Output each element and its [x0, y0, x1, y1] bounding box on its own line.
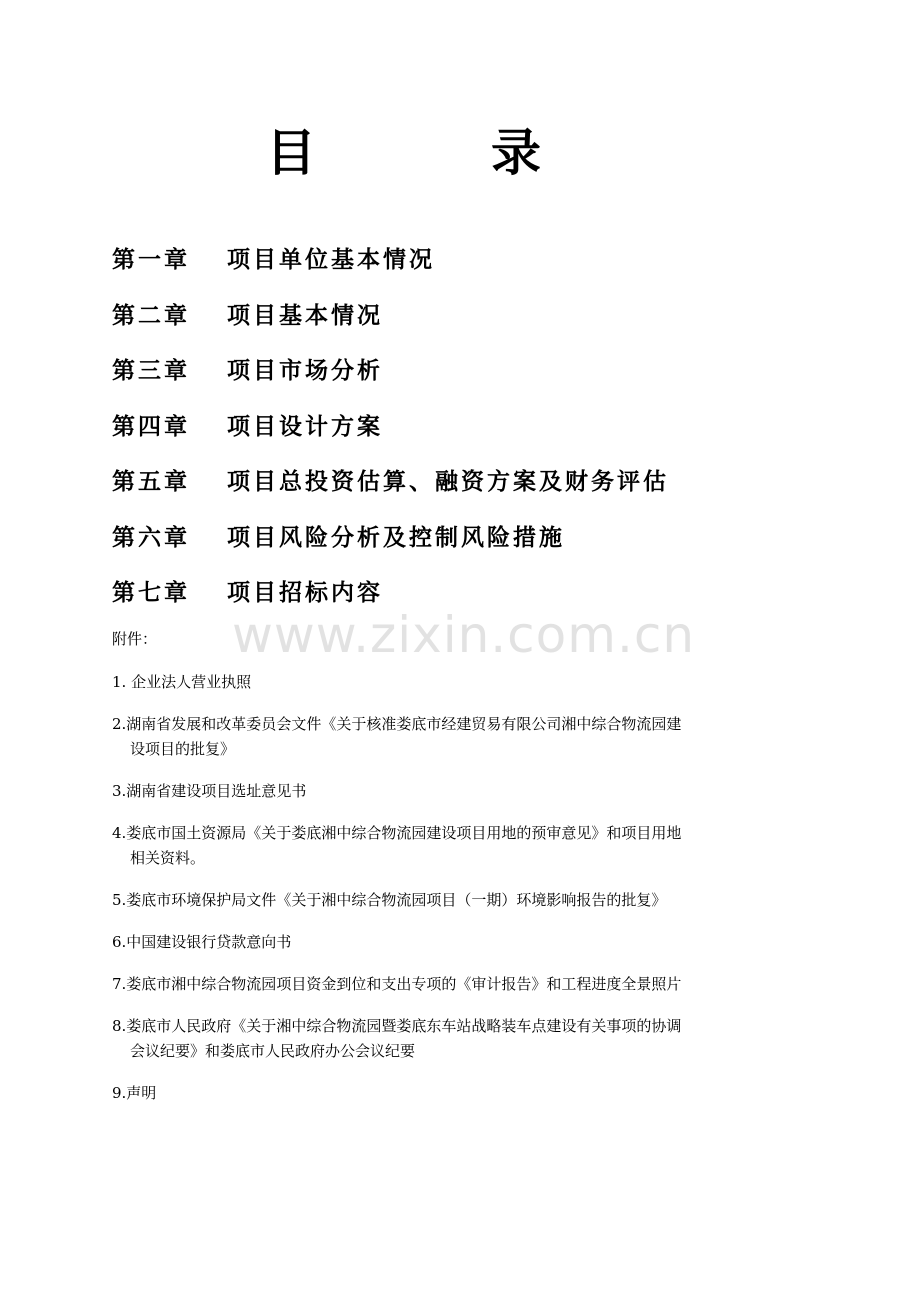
chapter-item — [112, 296, 872, 352]
attachment-line: 7.娄底市湘中综合物流园项目资金到位和支出专项的《审计报告》和工程进度全景照片 — [112, 975, 682, 993]
attachment-line: 4.娄底市国土资源局《关于娄底湘中综合物流园建设项目用地的预审意见》和项目用地 — [112, 824, 682, 842]
attachment-list — [112, 670, 812, 1123]
attachment-item — [112, 1014, 812, 1064]
attachment-item — [112, 779, 812, 804]
attachment-line: 2.湖南省发展和改革委员会文件《关于核准娄底市经建贸易有限公司湘中综合物流园建 — [112, 715, 682, 733]
attachment-item — [112, 670, 812, 695]
chapter-number: 第三章 — [112, 358, 190, 384]
attachment-line: 1. 企业法人营业执照 — [112, 673, 252, 691]
chapter-title: 项目基本情况 — [227, 302, 383, 329]
chapter-item — [112, 240, 872, 296]
chapter-item — [112, 518, 872, 574]
attachment-item — [112, 1081, 812, 1106]
chapter-number: 第七章 — [112, 580, 190, 606]
chapter-title: 项目总投资估算、融资方案及财务评估 — [227, 469, 669, 495]
attachment-item — [112, 888, 812, 913]
chapter-list — [112, 240, 872, 629]
chapter-item — [112, 351, 872, 407]
attachment-item — [112, 972, 812, 997]
attachment-line: 8.娄底市人民政府《关于湘中综合物流园暨娄底东车站战略装车点建设有关事项的协调 — [112, 1017, 682, 1035]
page-title — [0, 118, 920, 188]
attachment-item — [112, 821, 812, 871]
attachment-line: 9.声明 — [112, 1084, 157, 1102]
attachment-line: 3.湖南省建设项目选址意见书 — [112, 782, 307, 800]
chapter-number: 第六章 — [112, 524, 190, 551]
chapter-title: 项目单位基本情况 — [227, 247, 435, 273]
attachment-item — [112, 712, 812, 762]
attachment-line: 5.娄底市环境保护局文件《关于湘中综合物流园项目（一期）环境影响报告的批复》 — [112, 891, 667, 909]
chapter-title: 项目市场分析 — [227, 358, 383, 384]
chapter-number: 第五章 — [112, 469, 190, 495]
watermark: www.zixin.com.cn — [232, 606, 696, 664]
chapter-number: 第二章 — [112, 302, 190, 329]
attachment-line: 6.中国建设银行贷款意向书 — [112, 933, 292, 951]
title-char-2: 录 — [491, 124, 541, 182]
attachment-line-continued: 会议纪要》和娄底市人民政府办公会议纪要 — [130, 1042, 416, 1060]
attachment-line-continued: 设项目的批复》 — [130, 740, 236, 758]
chapter-item — [112, 407, 872, 463]
chapter-title: 项目招标内容 — [227, 580, 383, 606]
appendix-label: 附件： — [112, 630, 158, 648]
chapter-title: 项目设计方案 — [227, 413, 383, 440]
chapter-title: 项目风险分析及控制风险措施 — [227, 524, 565, 551]
chapter-item — [112, 462, 872, 518]
chapter-number: 第四章 — [112, 413, 190, 440]
attachment-line-continued: 相关资料。 — [130, 849, 206, 867]
attachment-item — [112, 930, 812, 955]
chapter-number: 第一章 — [112, 247, 190, 273]
title-char-1: 目 — [266, 124, 316, 182]
